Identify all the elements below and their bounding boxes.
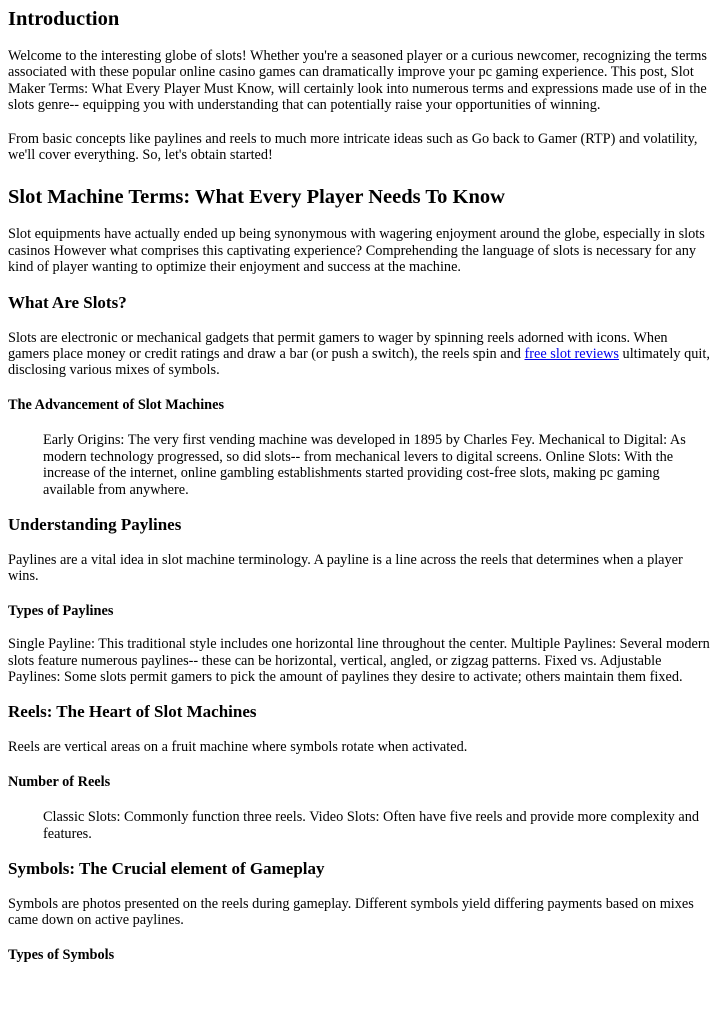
intro-paragraph-2: From basic concepts like paylines and reels to much more intricate ideas such as Go back to Gamer (RTP) and volatility, we'll cover everything. So, let's obtain started! xyxy=(8,130,698,164)
heading-types-of-paylines: Types of Paylines xyxy=(8,602,114,619)
heading-slot-machine-terms: Slot Machine Terms: What Every Player Needs To Know xyxy=(8,186,505,209)
symbols-paragraph: Symbols are photos presented on the reels during gameplay. Different symbols yield differing payments based on mixes came down on active paylines. xyxy=(8,895,694,929)
terms-paragraph: Slot equipments have actually ended up being synonymous with wagering enjoyment around the globe, especially in slots casinos However what comprises this captivating experience? Comprehending the language of slots is necessary for any kind of player wanting to optimize their enjoyment and success at the machine. xyxy=(8,226,705,276)
heading-understanding-paylines: Understanding Paylines xyxy=(8,514,182,534)
reels-paragraph: Reels are vertical areas on a fruit machine where symbols rotate when activated. xyxy=(8,739,468,756)
heading-introduction: Introduction xyxy=(8,8,120,30)
heading-types-of-symbols: Types of Symbols xyxy=(8,946,115,963)
advancement-quote: Early Origins: The very first vending machine was developed in 1895 by Charles Fey. Mechanical to Digital: As modern technology progressed, so did slots-- from mechanical levers to digital screens. Online Slots: With the increase of the internet, online gambling establishments started providing cost-free slots, making pc gaming available from anywhere. xyxy=(43,432,686,498)
heading-symbols: Symbols: The Crucial element of Gameplay xyxy=(8,858,325,878)
number-of-reels-quote: Classic Slots: Commonly function three reels. Video Slots: Often have five reels and provide more complexity and features. xyxy=(43,809,700,842)
heading-number-of-reels: Number of Reels xyxy=(8,773,111,790)
heading-advancement: The Advancement of Slot Machines xyxy=(8,396,225,413)
paylines-paragraph: Paylines are a vital idea in slot machine terminology. A payline is a line across the reels that determines when a player wins. xyxy=(8,551,683,585)
article xyxy=(0,7,720,963)
free-slot-reviews-link[interactable]: free slot reviews xyxy=(524,346,619,363)
intro-paragraph-1: Welcome to the interesting globe of slots! Whether you're a seasoned player or a curious newcomer, recognizing the terms associated with these popular online casino games can dramatically improve your pc gaming experience. This post, Slot Maker Terms: What Every Player Must Know, will certainly look into numerous terms and expressions made use of in the slots genre-- equipping you with understanding that can potentially raise your opportunities of winning. xyxy=(8,48,707,114)
what-are-slots-paragraph xyxy=(8,330,712,379)
heading-reels: Reels: The Heart of Slot Machines xyxy=(8,702,257,722)
heading-what-are-slots: What Are Slots? xyxy=(8,292,127,312)
what-are-slots-text-after: ultimately quit, disclosing various mixes of symbols. xyxy=(8,346,710,379)
types-of-paylines-paragraph: Single Payline: This traditional style includes one horizontal line throughout the center. Multiple Paylines: Several modern slots feature numerous paylines-- these can be horizontal, vertical, angled, or zigzag patterns. Fixed vs. Adjustable Paylines: Some slots permit gamers to pick the amount of paylines they desire to activate; others maintain them fixed. xyxy=(8,636,710,685)
what-are-slots-text-before: Slots are electronic or mechanical gadgets that permit gamers to wager by spinning reels adorned with icons. When gamers place money or credit ratings and draw a bar (or push a switch), the reels spin and xyxy=(8,329,668,363)
